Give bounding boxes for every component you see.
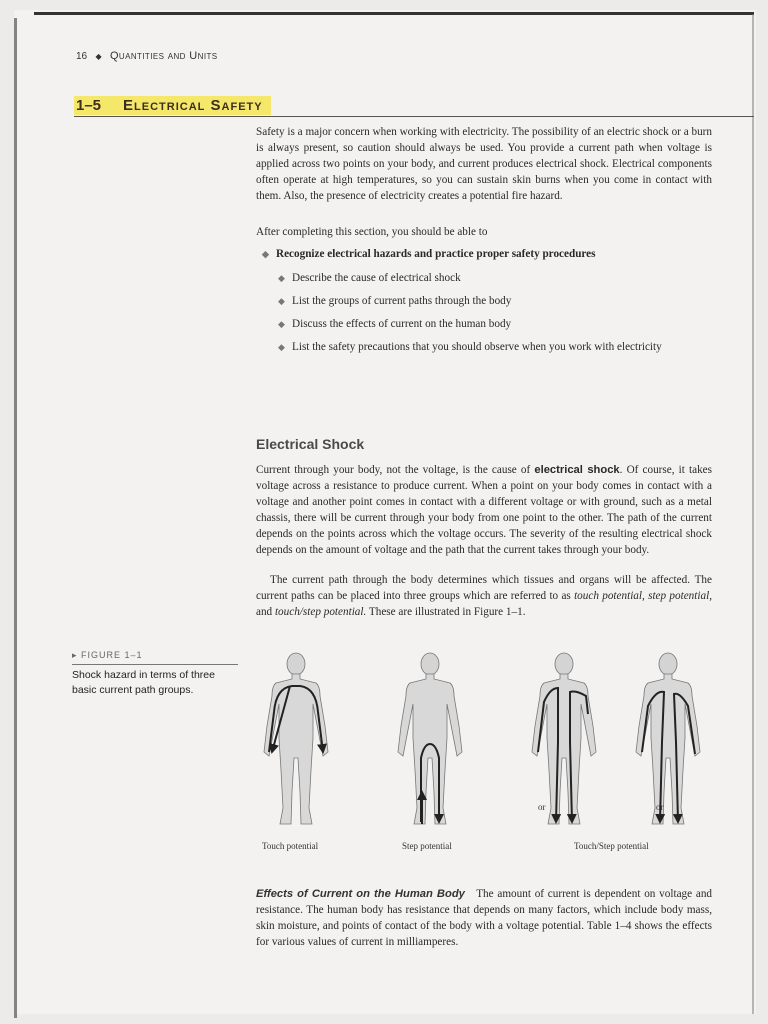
section-heading xyxy=(74,96,271,115)
right-edge-shadow xyxy=(752,14,754,1014)
objective-sub xyxy=(278,316,712,332)
section-number: 1–5 xyxy=(76,97,102,114)
figure-label-rule xyxy=(72,664,238,665)
objective-sub-text: Discuss the effects of current on the human body xyxy=(292,318,512,330)
or-label-1: or xyxy=(538,802,546,812)
touch-potential-body xyxy=(264,653,328,824)
diamond-bullet-icon: ◆ xyxy=(278,296,285,306)
step-potential-body xyxy=(398,653,462,824)
diamond-bullet-icon: ◆ xyxy=(278,273,285,283)
key-term: electrical shock xyxy=(534,464,620,476)
or-label-2: or xyxy=(656,802,664,812)
figure-label: ▸ FIGURE 1–1 xyxy=(72,650,143,660)
bullet-icon: ◆ xyxy=(95,52,102,61)
book-part: Quantities and Units xyxy=(109,50,218,62)
text-run: These are illustrated in Figure 1–1. xyxy=(366,606,526,618)
objective-sub xyxy=(278,339,712,355)
text-run: The current path through the body determines which tissues and organs will be affected. The current paths can be placed into three groups which are referred to as xyxy=(256,574,712,602)
objective-sub-text: Describe the cause of electrical shock xyxy=(292,272,461,284)
subsection-title: Electrical Shock xyxy=(256,436,365,452)
objective-sub xyxy=(278,293,712,309)
shock-paragraph-2 xyxy=(256,572,712,620)
shock-hazard-figure xyxy=(238,640,718,858)
diamond-bullet-icon: ◆ xyxy=(278,342,285,352)
objective-main-text: Recognize electrical hazards and practice proper safety procedures xyxy=(276,248,596,260)
run-in-heading: Effects of Current on the Human Body xyxy=(256,888,465,900)
objective-sub xyxy=(278,270,712,286)
page-number: 16 xyxy=(76,51,88,62)
text-run: . Of course, it takes voltage across a resistance to produce current. When a point on your body comes in contact with a voltage and another point comes in contact with a different voltage or with ground, such as a metal chassis, there will be current through your body from one point to the other. The path of the current depends on the points across which the voltage occurs. The severity of the resulting electrical shock depends on the amount of voltage and the path that the current takes through your body. xyxy=(256,464,712,556)
objective-sub-text: List the groups of current paths through the body xyxy=(292,295,512,307)
figure-caption: Shock hazard in terms of three basic current path groups. xyxy=(72,669,215,696)
intro-paragraph: Safety is a major concern when working with electricity. The possibility of an electric shock or a burn is always present, so caution should always be used. You provide a current path when voltage is applied across two points on your body, and current produces electrical shock. Electrical components often operate at high temperatures, so you can sustain skin burns when you come in contact with them. Also, the presence of electricity creates a potential fire hazard. xyxy=(256,126,712,202)
effects-text: The amount of current is dependent on voltage and resistance. The human body has resistance that depends on many factors, which include body mass, skin moisture, and points of contact of the body with a voltage potential. Table 1–4 shows the effects for various values of current in milliamperes. xyxy=(256,888,713,948)
touch-potential-label: Touch potential xyxy=(262,841,319,851)
italic-term: touch/step potential. xyxy=(274,606,367,618)
touch-step-body-2 xyxy=(636,653,700,824)
objective-sub-text: List the safety precautions that you should observe when you work with electricity xyxy=(292,341,662,353)
running-head xyxy=(76,50,217,62)
touch-step-potential-label: Touch/Step potential xyxy=(574,841,649,851)
italic-term: touch potential, step potential, xyxy=(574,590,712,602)
diamond-bullet-icon: ◆ xyxy=(262,249,269,259)
section-title: Electrical Safety xyxy=(123,97,263,114)
shock-paragraph-1 xyxy=(256,462,712,558)
step-potential-label: Step potential xyxy=(402,841,452,851)
text-run: Current through your body, not the voltage, is the cause of xyxy=(256,464,535,476)
diamond-bullet-icon: ◆ xyxy=(278,319,285,329)
left-edge-shadow xyxy=(14,18,17,1018)
completing-text: After completing this section, you should be able to xyxy=(256,226,488,238)
objectives-list xyxy=(262,246,712,362)
text-run: and xyxy=(256,606,275,618)
objective-main xyxy=(262,246,712,262)
touch-step-body-1 xyxy=(532,653,596,824)
section-rule xyxy=(74,116,754,117)
top-border xyxy=(34,12,754,15)
effects-paragraph xyxy=(256,886,712,950)
